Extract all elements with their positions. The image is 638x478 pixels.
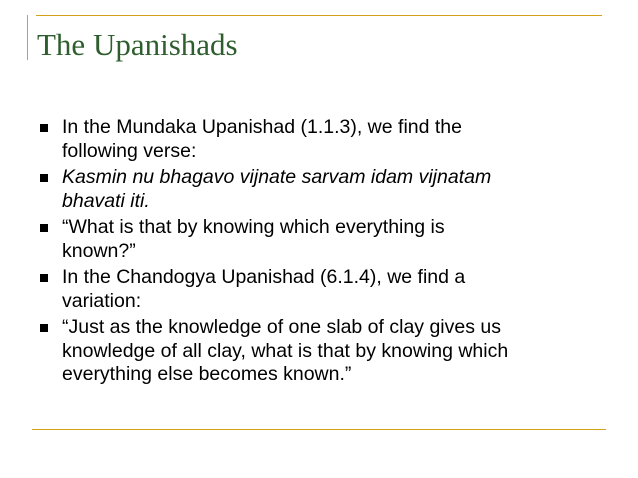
- square-bullet-icon: [40, 124, 48, 132]
- bottom-rule: [32, 429, 606, 430]
- bullet-item: [0, 316, 638, 387]
- slide-title: The Upanishads: [37, 27, 238, 62]
- top-rule: [36, 15, 602, 16]
- bullet-text: In the Mundaka Upanishad (1.1.3), we find the following verse:: [62, 116, 462, 162]
- square-bullet-icon: [40, 274, 48, 282]
- bullet-item: [0, 166, 638, 213]
- bullet-text: In the Chandogya Upanishad (6.1.4), we find a variation:: [62, 266, 466, 312]
- left-rule: [27, 15, 28, 60]
- bullet-item: [0, 216, 638, 263]
- bullet-list: [0, 116, 638, 390]
- bullet-text: Kasmin nu bhagavo vijnate sarvam idam vijnatam bhavati iti.: [62, 166, 492, 212]
- bullet-text: “What is that by knowing which everything is known?”: [62, 216, 445, 262]
- bullet-item: [0, 266, 638, 313]
- square-bullet-icon: [40, 224, 48, 232]
- bullet-text: “Just as the knowledge of one slab of clay gives us knowledge of all clay, what is that by knowing which everything else becomes known.”: [62, 316, 509, 385]
- square-bullet-icon: [40, 324, 48, 332]
- bullet-item: [0, 116, 638, 163]
- square-bullet-icon: [40, 174, 48, 182]
